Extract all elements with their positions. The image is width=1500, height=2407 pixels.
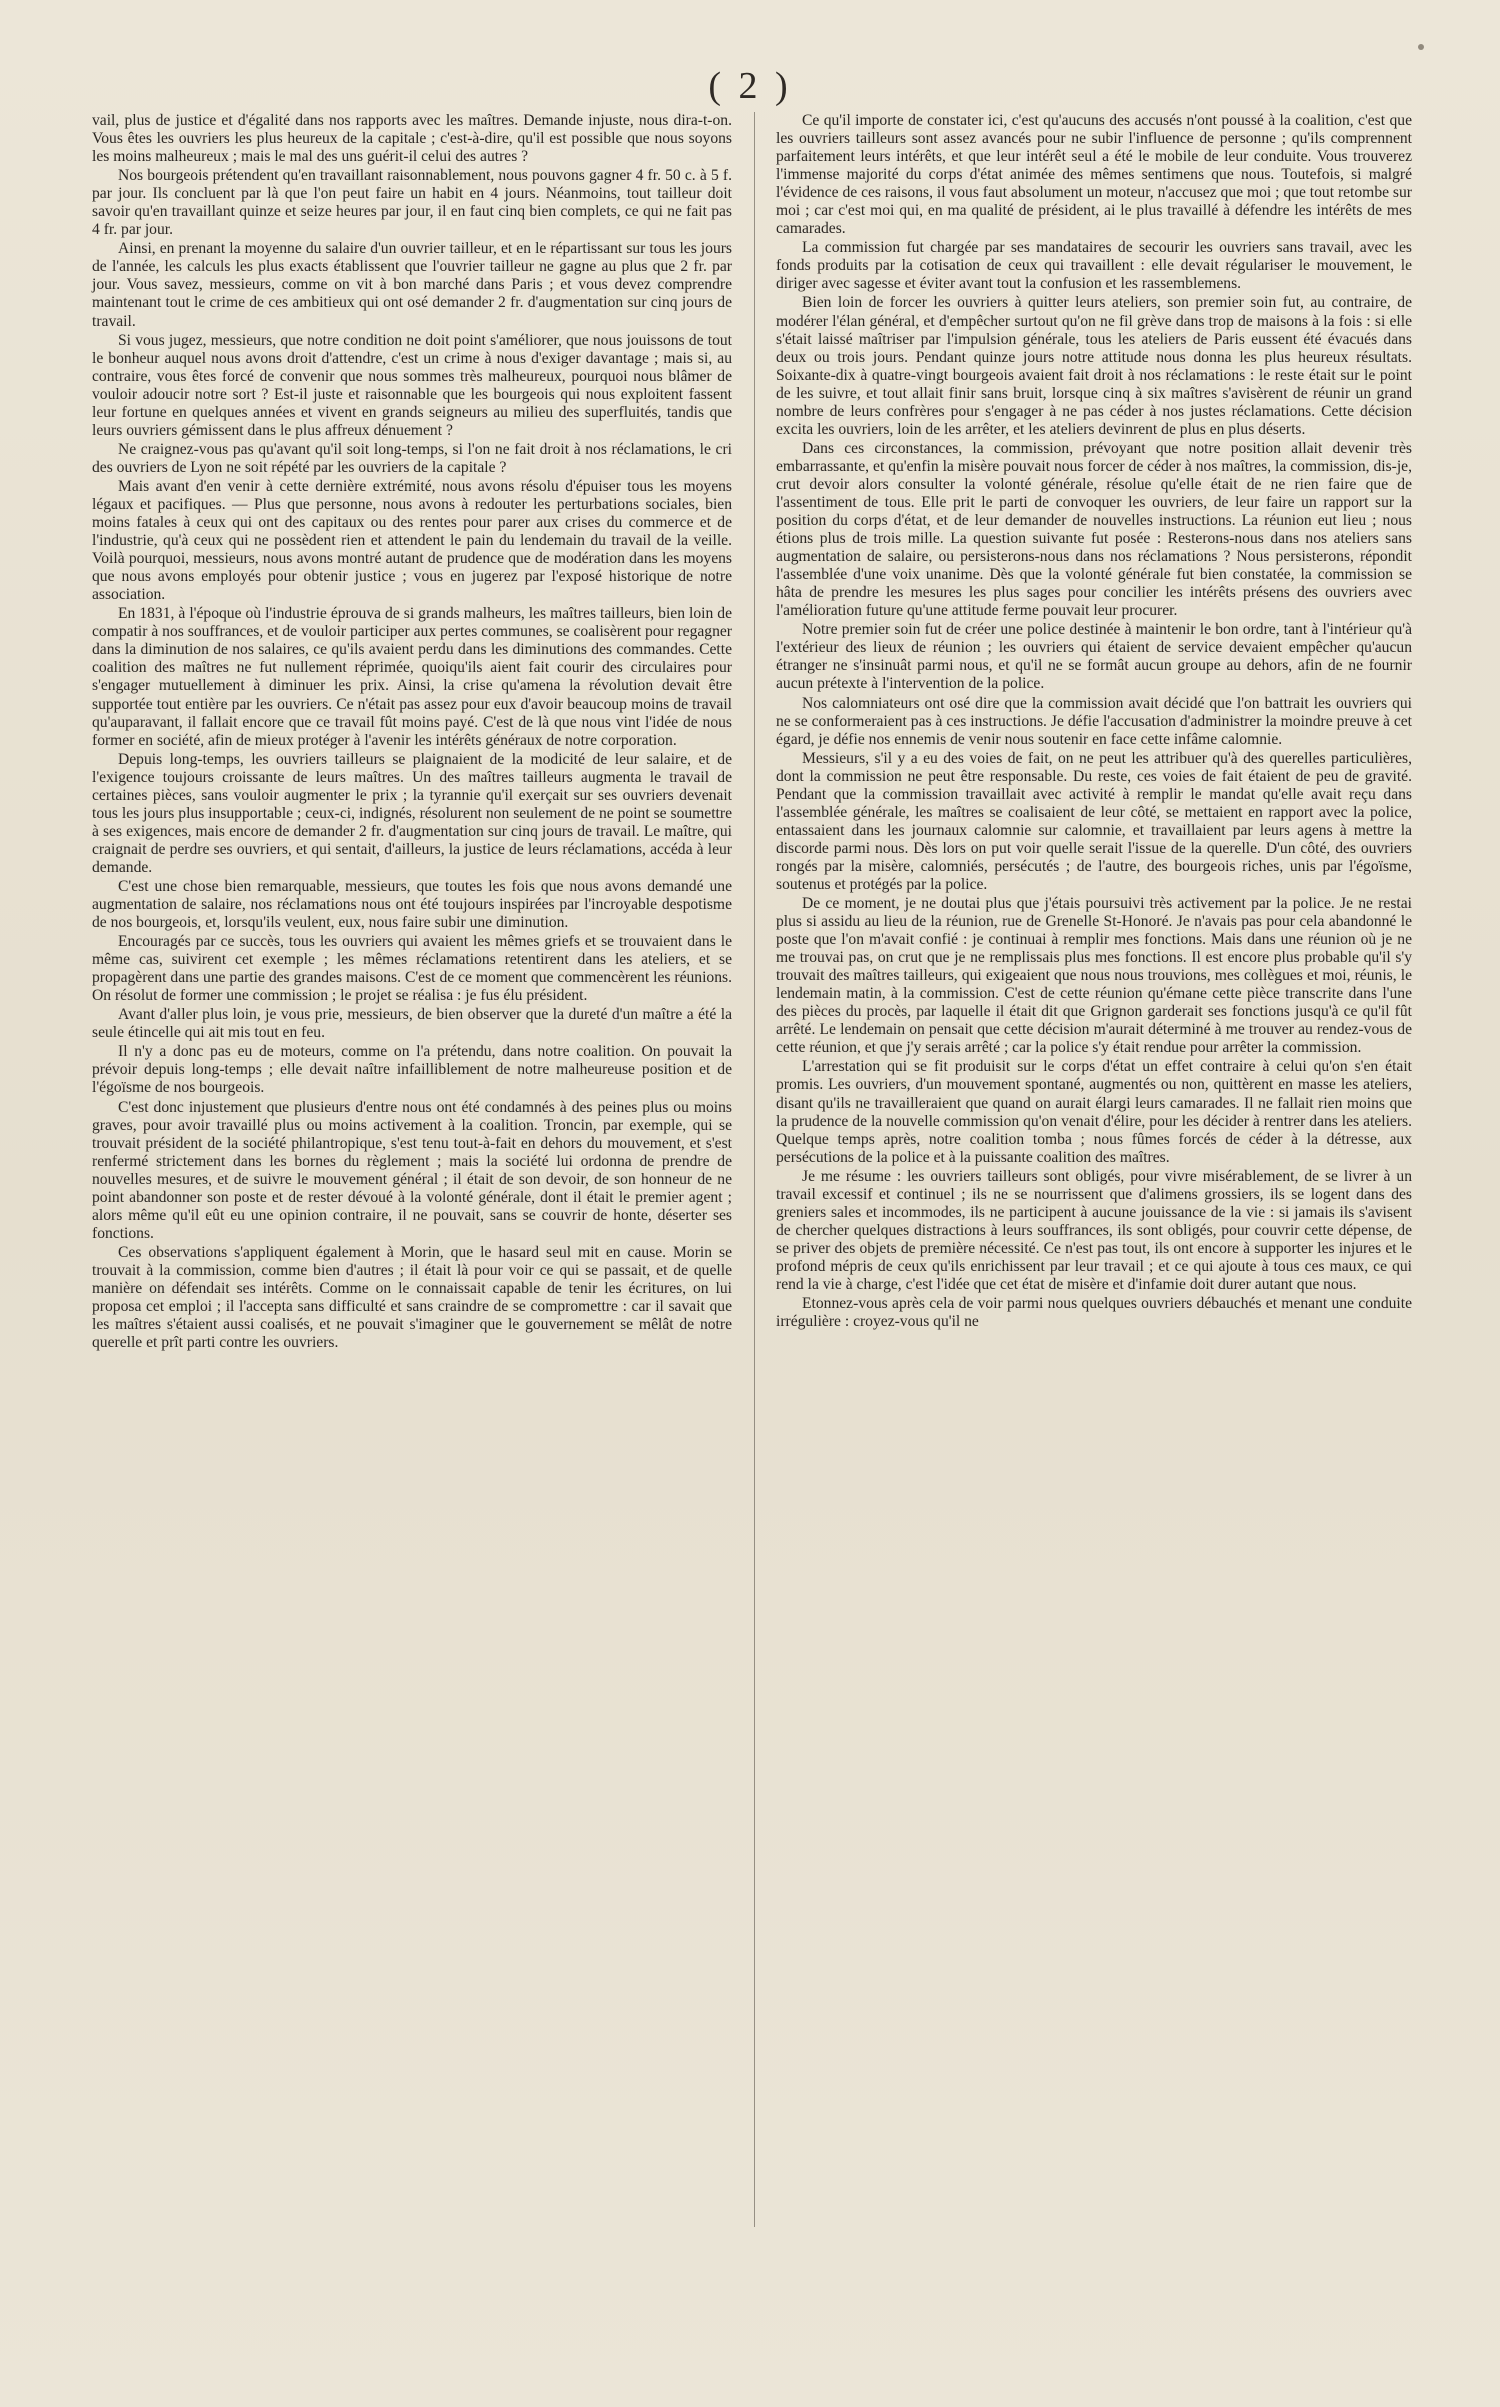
paragraph: vail, plus de justice et d'égalité dans nos rapports avec les maîtres. Demande injuste, nous dira-t-on. Vous êtes les ouvriers les plus heureux de la capitale ; c'est-à-dire, qu'il est possible que nous soyons les moins malheureux ; mais le mal des uns guérit-il celui des autres ?	[92, 112, 732, 166]
paragraph: Depuis long-temps, les ouvriers tailleurs se plaignaient de la modicité de leur salaire, et de l'exigence toujours croissante de leurs maîtres. Un des maîtres tailleurs augmenta le travail de certaines pièces, sans vouloir augmenter le prix ; la tyrannie qu'il exerçait sur ses ouvriers devenait tous les jours plus insupportable ; ceux-ci, indignés, résolurent non seulement de ne point se soumettre à ses exigences, mais encore de demander 2 fr. d'augmentation sur cinq jours de travail. Le maître, qui craignait de perdre ses ouvriers, et qui sentait, d'ailleurs, la justice de leurs réclamations, accéda à leur demande.	[92, 750, 732, 876]
paragraph: La commission fut chargée par ses mandataires de secourir les ouvriers sans travail, avec les fonds produits par la cotisation de ceux qui travaillent : elle devait régulariser le mouvement, le diriger avec sagesse et éviter avant tout la confusion et les rassemblemens.	[776, 239, 1412, 293]
paragraph: Ce qu'il importe de constater ici, c'est qu'aucuns des accusés n'ont poussé à la coalition, c'est que les ouvriers tailleurs sont assez avancés pour ne subir l'influence de personne ; qu'ils comprennent parfaitement leurs intérêts, et que leur intérêt seul a été le mobile de leur conduite. Vous trouverez l'immense majorité du corps d'état animée des mêmes sentimens que nous. Toutefois, si malgré l'évidence de ces raisons, il vous faut absolument un moteur, n'accusez que moi ; que tout retombe sur moi ; car c'est moi qui, en ma qualité de président, ai le plus travaillé à défendre les intérêts de mes camarades.	[776, 112, 1412, 238]
paragraph: Je me résume : les ouvriers tailleurs sont obligés, pour vivre misérablement, de se livrer à un travail excessif et continuel ; ils ne se nourrissent que d'alimens grossiers, ils se logent dans des greniers sales et incommodes, ils ne participent à aucune jouissance de la vie : si jamais ils s'avisent de chercher quelques distractions à leurs souffrances, ils sont obligés, pour couvrir cette dépense, de se priver des objets de première nécessité. Ce n'est pas tout, ils ont encore à supporter les injures et le profond mépris de ceux qu'ils enrichissent par leur travail ; et ce qui ajoute à tous ces maux, ce qui rend la vie à charge, c'est l'idée que cet état de misère et d'infamie doit durer autant que nous.	[776, 1167, 1412, 1293]
paragraph: C'est donc injustement que plusieurs d'entre nous ont été condamnés à des peines plus ou moins graves, pour avoir travaillé plus ou moins activement à la coalition. Troncin, par exemple, qui se trouvait président de la société philantropique, s'est tenu tout-à-fait en dehors du mouvement, et s'est renfermé strictement dans les bornes du règlement ; mais la société lui ordonna de prendre de nouvelles mesures, et de suivre le mouvement général ; il était de son devoir, de son honneur de ne point abandonner son poste et de rester dévoué à la volonté générale, dont il était le premier agent ; alors même qu'il eût eu une opinion contraire, il ne pouvait, sans se couvrir de honte, déserter ses fonctions.	[92, 1098, 732, 1242]
paragraph: Mais avant d'en venir à cette dernière extrémité, nous avons résolu d'épuiser tous les moyens légaux et pacifiques. — Plus que personne, nous avons à redouter les perturbations sociales, bien moins fatales à ceux qui ont des capitaux ou des rentes pour parer aux crises du commerce et de l'industrie, qu'à ceux qui ne possèdent rien et attendent le pain du lendemain du travail de la veille. Voilà pourquoi, messieurs, nous avons montré autant de prudence que de modération dans les moyens que nous avons employés pour obtenir justice ; vous en jugerez par l'exposé historique de notre association.	[92, 477, 732, 604]
paragraph: Ainsi, en prenant la moyenne du salaire d'un ouvrier tailleur, et en le répartissant sur tous les jours de l'année, les calculs les plus exacts établissent que l'ouvrier tailleur ne gagne au plus que 2 fr. par jour. Vous savez, messieurs, comme on vit à bon marché dans Paris ; et vous devez comprendre maintenant tout le crime de ces ambitieux qui ont osé demander 2 fr. d'augmentation sur cinq jours de travail.	[92, 240, 732, 330]
paragraph: De ce moment, je ne doutai plus que j'étais poursuivi très activement par la police. Je ne restai plus si assidu au lieu de la réunion, rue de Grenelle St-Honoré. Je n'avais pas pour cela abandonné le poste que l'on m'avait confié : je continuai à remplir mes fonctions. Mais dans une réunion où je ne me trouvai pas, on crut que je ne remplissais plus mes fonctions. Il est encore plus probable qu'il s'y trouvait des maîtres tailleurs, qui exigeaient que nous nous trouvions, mes collègues et moi, réunis, le lendemain matin, à la commission. C'est de cette réunion qu'émane cette pièce transcrite dans l'une des pièces du procès, par laquelle il était dit que Grignon garderait ses fonctions jusqu'à ce qu'il fût arrêté. Le lendemain on pensait que cette décision m'aurait déterminé à me trouver au rendez-vous de cette réunion, et que j'y serais arrêté ; car la police s'y était rendue pour arrêter la commission.	[776, 895, 1412, 1057]
paragraph: Il n'y a donc pas eu de moteurs, comme on l'a prétendu, dans notre coalition. On pouvait la prévoir depuis long-temps ; elle devait naître infailliblement de notre malheureuse position et de l'égoïsme de nos bourgeois.	[92, 1043, 732, 1097]
paragraph: Nos bourgeois prétendent qu'en travaillant raisonnablement, nous pouvons gagner 4 fr. 50 c. à 5 f. par jour. Ils concluent par là que l'on peut faire un habit en 4 jours. Néanmoins, tout tailleur doit savoir qu'en travaillant quinze et seize heures par jour, il en faut cinq bien complets, ce qui ne fait pas 4 fr. par jour.	[92, 167, 732, 239]
paragraph: Encouragés par ce succès, tous les ouvriers qui avaient les mêmes griefs et se trouvaient dans le même cas, suivirent cet exemple ; les mêmes réclamations retentirent dans les ateliers, et se propagèrent dans une partie des grandes maisons. C'est de ce moment que commencèrent les réunions. On résolut de former une commission ; le projet se réalisa : je fus élu président.	[92, 933, 732, 1005]
ink-spot	[1418, 44, 1424, 50]
paragraph: Nos calomniateurs ont osé dire que la commission avait décidé que l'on battrait les ouvriers qui ne se conformeraient pas à ces instructions. Je défie l'accusation d'administrer la moindre preuve à cet égard, je défie nos ennemis de venir nous soutenir en face cette infâme calomnie.	[776, 694, 1412, 748]
paragraph: Ces observations s'appliquent également à Morin, que le hasard seul mit en cause. Morin se trouvait à la commission, comme bien d'autres ; il était là pour voir ce qui se passait, et de quelle manière on défendait ses intérêts. Comme on le connaissait capable de tenir les écritures, on lui proposa cet emploi ; il l'accepta sans difficulté et sans craindre de se compromettre : car il savait que les maîtres s'étaient aussi coalisés, et ne pouvait s'imaginer que le gouvernement se mêlât de notre querelle et prît parti contre les ouvriers.	[92, 1243, 732, 1352]
page-number: ( 2 )	[708, 65, 792, 107]
left-column	[92, 112, 732, 1353]
paragraph: Notre premier soin fut de créer une police destinée à maintenir le bon ordre, tant à l'intérieur qu'à l'extérieur des lieux de réunion ; les ouvriers qui étaient de service devaient empêcher qu'aucun étranger ne s'insinuât parmi nous, et qu'il ne se formât aucun groupe au dehors, afin de ne fournir aucun prétexte à l'intervention de la police.	[776, 621, 1412, 693]
paragraph: En 1831, à l'époque où l'industrie éprouva de si grands malheurs, les maîtres tailleurs, bien loin de compatir à nos souffrances, et de vouloir participer aux pertes communes, se coalisèrent pour regagner dans la diminution de nos salaires, ce qu'ils avaient perdu dans les diminutions des commandes. Cette coalition des maîtres ne fut nullement réprimée, quoiqu'ils aient fait courir des circulaires pour s'engager mutuellement à diminuer les prix. Ainsi, la crise qu'amena la révolution devait être supportée tout entière par les ouvriers. Ce n'était pas assez pour eux d'avoir beaucoup moins de travail qu'auparavant, il fallait encore que ce travail fût moins payé. C'est de là que nous vint l'idée de nous former en société, afin de mieux protéger à l'avenir les intérêts généraux de notre corporation.	[92, 605, 732, 749]
paragraph: Etonnez-vous après cela de voir parmi nous quelques ouvriers débauchés et menant une conduite irrégulière : croyez-vous qu'il ne	[776, 1295, 1412, 1331]
column-divider	[754, 112, 755, 2227]
paragraph: Ne craignez-vous pas qu'avant qu'il soit long-temps, si l'on ne fait droit à nos réclamations, le cri des ouvriers de Lyon ne soit répété par les ouvriers de la capitale ?	[92, 440, 732, 476]
paragraph: Si vous jugez, messieurs, que notre condition ne doit point s'améliorer, que nous jouissons de tout le bonheur auquel nous avons droit d'attendre, c'est un crime à nous d'exiger davantage ; mais si, au contraire, vous êtes forcé de convenir que nous sommes très malheureux, pourquoi nous blâmer de vouloir adoucir notre sort ? Est-il juste et raisonnable que les bourgeois qui nous exploitent fassent leur fortune en quelques années et vivent en grands seigneurs au milieu des superfluités, tandis que leurs ouvriers gémissent dans le plus affreux dénuement ?	[92, 331, 732, 439]
paragraph: L'arrestation qui se fit produisit sur le corps d'état un effet contraire à celui qu'on s'en était promis. Les ouvriers, d'un mouvement spontané, augmentés ou non, quittèrent en masse les ateliers, disant qu'ils ne travailleraient que quand on aurait élargi leurs camarades. Il ne fallait rien moins que la prudence de la nouvelle commission qu'on venait d'élire, pour les décider à rentrer dans les ateliers. Quelque temps après, notre coalition tomba ; nous fûmes forcés de céder à la détresse, aux persécutions de la police et à la puissante coalition des maîtres.	[776, 1058, 1412, 1166]
paragraph: Bien loin de forcer les ouvriers à quitter leurs ateliers, son premier soin fut, au contraire, de modérer l'élan général, et d'empêcher surtout qu'on ne fil grève dans trop de maisons à la fois : si elle s'était laissé maîtriser par l'impulsion générale, tous les ateliers de Paris eussent été évacués dans deux ou trois jours. Pendant quinze jours notre attitude nous donna les plus heureux résultats. Soixante-dix à quatre-vingt bourgeois avaient fait droit à nos réclamations : le reste était sur le point de les suivre, et tout allait finir sans bruit, lorsque cinq à six maîtres s'avisèrent de réunir un grand nombre de leurs confrères pour s'engager à ne pas céder à nos justes réclamations. Cette décision excita les ouvriers, loin de les arrêter, et les ateliers devinrent de plus en plus déserts.	[776, 294, 1412, 438]
paragraph: C'est une chose bien remarquable, messieurs, que toutes les fois que nous avons demandé une augmentation de salaire, nos réclamations nous ont été toujours inspirées par l'incroyable despotisme de nos bourgeois, et, lorsqu'ils veulent, eux, nous faire subir une diminution.	[92, 877, 732, 932]
paragraph: Avant d'aller plus loin, je vous prie, messieurs, de bien observer que la dureté d'un maître a été la seule étincelle qui ait mis tout en feu.	[92, 1006, 732, 1042]
paragraph: Messieurs, s'il y a eu des voies de fait, on ne peut les attribuer qu'à des querelles particulières, dont la commission ne peut être responsable. Du reste, ces voies de fait étaient de peu de gravité. Pendant que la commission travaillait avec activité à remplir le mandat qu'elle avait reçu dans l'assemblée générale, les maîtres se coalisaient de leur côté, se mettaient en rapport avec la police, entassaient dans les journaux calomnie sur calomnie, et travaillaient par leurs agens à mettre la discorde parmi nous. Dès lors on put voir quelle serait l'issue de la querelle. D'un côté, des ouvriers rongés par la misère, calomniés, persécutés ; de l'autre, des bourgeois riches, unis par l'égoïsme, soutenus et protégés par la police.	[776, 749, 1412, 893]
right-column	[776, 112, 1412, 1332]
paragraph: Dans ces circonstances, la commission, prévoyant que notre position allait devenir très embarrassante, et qu'enfin la misère pouvait nous forcer de céder à nos maîtres, la commission, dis-je, crut devoir alors consulter la volonté générale, résolue qu'elle était de ne rien faire que de l'assentiment de tous. Elle prit le parti de convoquer les ouvriers, de leur faire un rapport sur la position du corps d'état, et de leur demander de nouvelles instructions. La réunion eut lieu ; nous étions plus de trois mille. La question suivante fut posée : Resterons-nous dans nos ateliers sans augmentation de salaire, ou persisterons-nous dans nos réclamations ? Nous persisterons, répondit l'assemblée d'une voix unanime. Dès que la volonté générale fut bien constatée, la commission se hâta de prendre les mesures les plus sages pour concilier les intérêts présens des ouvriers avec l'amélioration future qu'une attitude ferme pouvait leur procurer.	[776, 439, 1412, 620]
